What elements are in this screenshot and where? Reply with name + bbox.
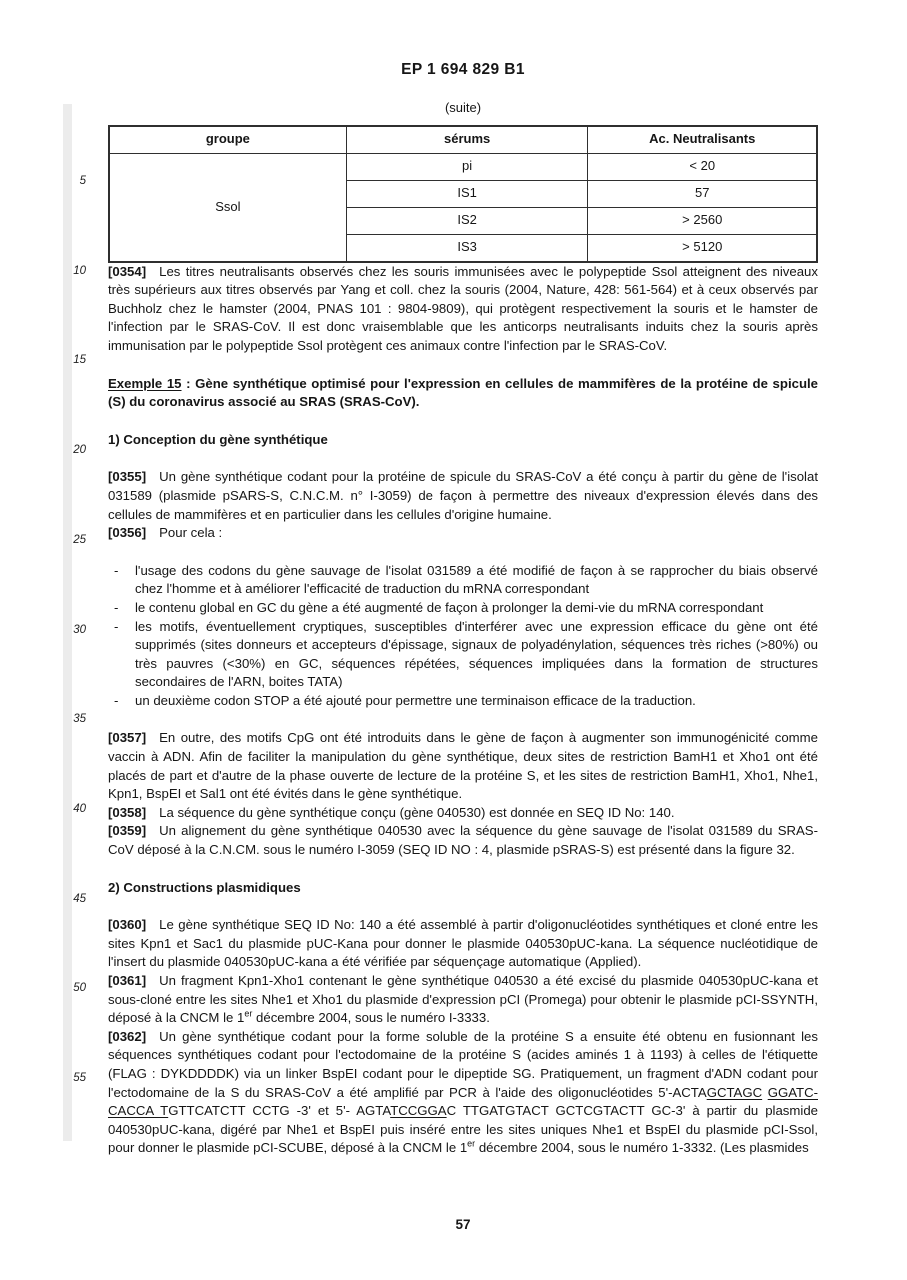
bullet-dash: - (114, 562, 119, 578)
paragraph-number: [0355] (108, 469, 147, 485)
text-segment: Un gène synthétique codant pour la forme soluble de la protéine S a ensuite été obtenu en fusionnant les séquences synthétiques codant pour l'ectodomaine de la protéine S (acides aminés 1 à 1193) à celles de l'étiquette (FLAG : DYKDDDDK) via un linker BspEI codant pour le dipeptide SG. Pratiquement, un fragment d'ADN codant pour l'ectodomaine de la S du SRAS-CoV a été amplifié par PCR à l'aide des oligonucléotides 5'-ACTA (108, 1028, 818, 1100)
paragraph-text: La séquence du gène synthétique conçu (gène 040530) est donnée en SEQ ID No: 140. (159, 804, 675, 820)
line-number: 30 (73, 623, 86, 636)
bullet-dash: - (114, 692, 119, 708)
bullet-text: l'usage des codons du gène sauvage de l'isolat 031589 a été modifié de façon à se rapprocher du biais observé chez l'homme et à améliorer l'efficacité de traduction du mRNA correspondant (135, 562, 818, 597)
paragraph-text: Un alignement du gène synthétique 040530 avec la séquence du gène sauvage de l'isolat 031589 du SRAS-CoV déposé à la C.N.CM. sous le numéro I-3059 (SEQ ID NO : 4, plasmide pSRAS-S) est présenté dans la figure 32. (108, 823, 818, 858)
serum-cell: IS2 (346, 207, 588, 234)
col-header-serums: sérums (346, 126, 588, 154)
page-title: EP 1 694 829 B1 (401, 61, 525, 78)
section-heading (108, 375, 818, 412)
bullet-text: le contenu global en GC du gène a été augmenté de façon à prolonger la demi-vie du mRNA correspondant (135, 599, 764, 615)
paragraph-text: Les titres neutralisants observés chez les souris immunisées avec le polypeptide Ssol atteignent des niveaux très supérieurs aux titres observés par Yang et coll. chez la souris (2004, Nature, 428: 561-564) et à ceux observés par Buchholz chez le hamster (2004, PNAS 101 : 9804-9809), qui protègent respectivement la souris et le hamster de l'infection par le SRAS-CoV. Il est donc vraisemblable que les anticorps neutralisants induits chez la souris après immunisation par le polypeptide Ssol protègent ces animaux contre l'infection par le SRAS-CoV. (108, 263, 818, 353)
text-segment: : Gène synthétique optimisé pour l'expression en cellules de mammifères de la protéine de spicule (S) du coronavirus associé au SRAS (SRAS-CoV). (108, 375, 818, 410)
paragraph (108, 822, 818, 859)
serum-cell: IS1 (346, 180, 588, 207)
underlined-text: GCTAGC (706, 1084, 763, 1100)
underlined-text: TCCGGA (390, 1103, 447, 1119)
paragraph (108, 916, 818, 972)
value-cell: < 20 (588, 153, 817, 180)
paragraph-text: En outre, des motifs CpG ont été introduits dans le gène de façon à augmenter son immunogénicité comme vaccin à ADN. Afin de faciliter la manipulation du gène synthétique, deux sites de restriction BamH1 et Xho1 ont été placés de part et d'autre de la phase ouverte de lecture de la protéine S, et les sites de restriction BamH1, Xho1, Nhe1, Kpn1, BspEI et Sal1 ont été évités dans le gène synthétique. (108, 730, 818, 802)
paragraph (108, 804, 818, 823)
paragraph-text: Le gène synthétique SEQ ID No: 140 a été assemblé à partir d'oligonucléotides synthétiques et cloné entre les sites Kpn1 et Sac1 du plasmide pUC-Kana pour donner le plasmide 040530pUC-kana. La séquence nucléotidique de l'insert du plasmide 040530pUC-kana a été vérifiée par séquençage automatique (Applied). (108, 917, 818, 970)
paragraph-text: 2) Constructions plasmidiques (108, 879, 301, 895)
col-header-ac-neutralisants: Ac. Neutralisants (588, 126, 817, 154)
group-cell: Ssol (109, 153, 346, 262)
line-number: 25 (73, 533, 86, 546)
bullet-text: les motifs, éventuellement cryptiques, susceptibles d'interférer avec une expression efficace du gène ont été supprimés (sites donneurs et accepteurs d'épissage, signaux de polyadénylation, séquences très riches (>80%) ou très pauvres (<30%) en GC, séquences répétées, séquences impliquées dans la formation de structures secondaires de l'ARN, boites TATA) (135, 618, 818, 690)
paragraph-number: [0362] (108, 1028, 147, 1044)
paragraph-number: [0357] (108, 730, 147, 746)
underlined-text: GGATC-CACCA T (108, 1084, 818, 1119)
bullet-item (108, 599, 818, 618)
bullet-dash: - (114, 618, 119, 634)
paragraph (108, 524, 818, 543)
value-cell: 57 (588, 180, 817, 207)
line-number: 45 (73, 892, 86, 905)
line-number: 10 (73, 264, 86, 277)
bullet-text: un deuxième codon STOP a été ajouté pour permettre une terminaison efficace de la traduction. (135, 692, 696, 708)
line-number: 50 (73, 982, 86, 995)
text-segment: décembre 2004, sous le numéro 1-3332. (Les plasmides (475, 1140, 809, 1156)
value-cell: > 5120 (588, 234, 817, 262)
paragraph-number: [0358] (108, 804, 147, 820)
bullet-item (108, 562, 818, 599)
text-segment: C TTGATGTACT GCTCGTACTT GC-3' à partir du plasmide 040530pUC-kana, digéré par Nhe1 et BspEI puis inséré entre les sites uniques Nhe1 et BspEI du plasmide pCI-Ssol, pour donner le plasmide pCI-SCUBE, déposé à la CNCM le 1 (108, 1103, 818, 1156)
body-blocks (108, 263, 818, 1158)
underlined-text: Exemple 15 (108, 375, 182, 391)
table-header-row (109, 126, 817, 154)
section-heading (108, 431, 818, 450)
line-number: 5 (79, 175, 86, 187)
paragraph-text: Pour cela : (159, 525, 223, 541)
page-number: 57 (455, 1217, 471, 1232)
col-header-groupe: groupe (109, 126, 346, 154)
paragraph-number: [0360] (108, 917, 147, 933)
value-cell: > 2560 (588, 207, 817, 234)
page-content (108, 99, 818, 1158)
paragraph (108, 263, 818, 356)
bullet-item (108, 692, 818, 711)
paragraph-number: [0359] (108, 823, 147, 839)
paragraph-number: [0354] (108, 263, 147, 279)
text-segment: GTTCATCTT CCTG -3' et 5'- AGTA (168, 1103, 391, 1119)
paragraph-number: [0356] (108, 525, 147, 541)
line-number: 20 (73, 444, 86, 457)
table-caption: (suite) (444, 100, 482, 115)
table-row (109, 153, 817, 180)
bullet-list (108, 562, 818, 711)
paragraph (108, 972, 818, 1028)
serum-cell: pi (346, 153, 588, 180)
paragraph-text: 1) Conception du gène synthétique (108, 431, 328, 447)
line-number: 55 (73, 1072, 86, 1084)
bullet-dash: - (114, 599, 119, 615)
superscript-text: er (467, 1138, 476, 1149)
superscript-text: er (244, 1008, 253, 1019)
paragraph (108, 1028, 818, 1158)
line-number: 40 (73, 802, 86, 815)
text-segment: Un fragment Kpn1-Xho1 contenant le gène synthétique 040530 a été excisé du plasmide 040530pUC-kana et sous-cloné entre les sites Nhe1 et Xho1 du plasmide d'expression pCI (Promega) pour obtenir le plasmide pCI-SSYNTH, déposé à la CNCM le 1 (108, 973, 818, 1026)
paragraph (108, 468, 818, 524)
results-table (108, 125, 818, 263)
section-heading (108, 879, 818, 898)
paragraph-number: [0361] (108, 973, 147, 988)
bullet-item (108, 618, 818, 692)
paragraph (108, 729, 818, 803)
paragraph-text: Un gène synthétique codant pour la protéine de spicule du SRAS-CoV a été conçu à partir du gène de l'isolat 031589 (plasmide pSARS-S, C.N.C.M. n° I-3059) de façon à permettre des niveaux d'expression élevés dans des cellules de mammifères et en particulier dans les cellules d'origine humaine. (108, 469, 818, 522)
text-segment: décembre 2004, sous le numéro I-3333. (252, 1010, 490, 1026)
line-number: 15 (73, 354, 86, 367)
serum-cell: IS3 (346, 234, 588, 262)
line-number: 35 (73, 713, 86, 726)
